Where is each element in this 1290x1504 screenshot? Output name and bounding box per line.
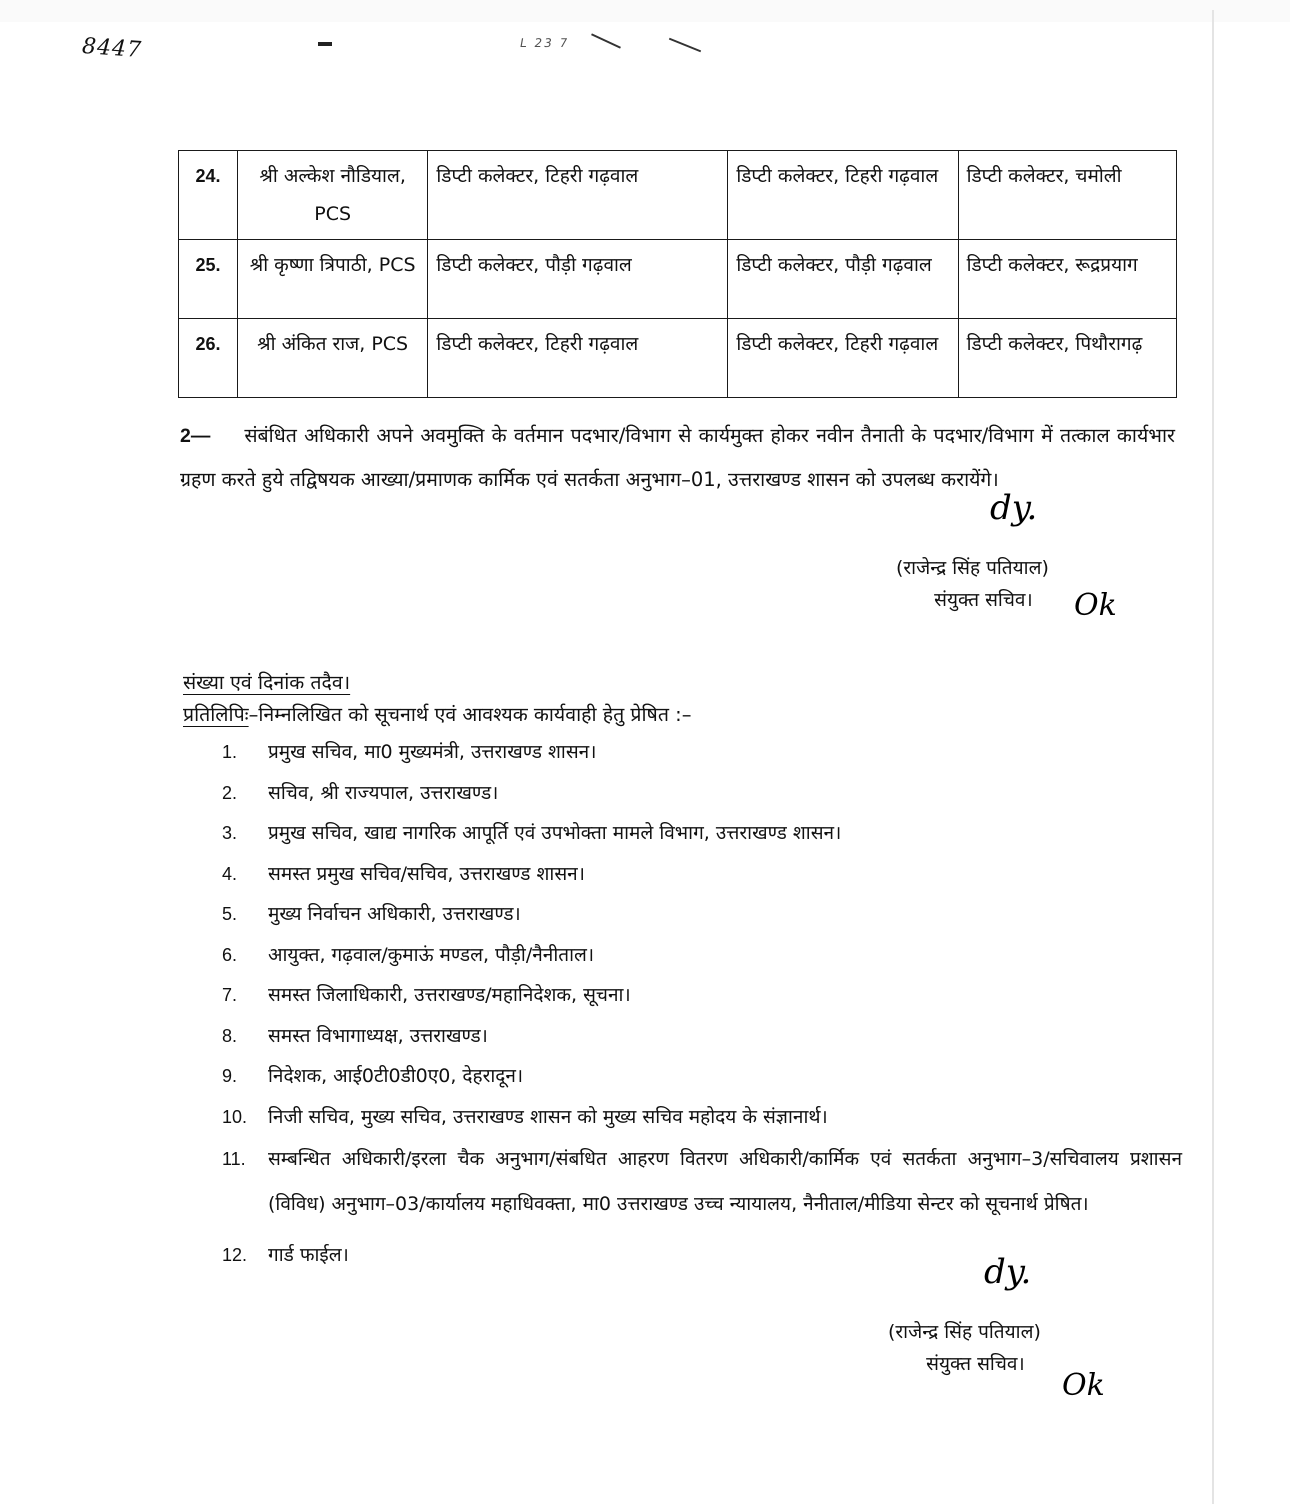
item-number: 8. (222, 1025, 238, 1046)
list-item (222, 1016, 1182, 1057)
signatory-block (896, 552, 1049, 616)
item-text: प्रमुख सचिव, खाद्य नागरिक आपूर्ति एवं उपभोक्ता मामले विभाग, उत्तराखण्ड शासन। (268, 822, 842, 844)
officer-cell: श्री अंकित राज, PCS (237, 319, 427, 398)
list-item (222, 894, 1182, 935)
initials-mark: Ok (1074, 588, 1117, 623)
serial-cell: 26. (179, 319, 238, 398)
item-number: 11. (222, 1149, 246, 1169)
signatory-designation: संयुक्त सचिव। (934, 589, 1033, 611)
copy-to-heading (183, 700, 691, 727)
signatory-name: (राजेन्द्र सिंह पतियाल) (896, 557, 1049, 579)
attachment-cell: डिप्टी कलेक्टर, पौड़ी गढ़वाल (728, 240, 958, 319)
new-post-cell: डिप्टी कलेक्टर, पिथौरागढ़ (958, 319, 1176, 398)
new-post-cell: डिप्टी कलेक्टर, चमोली (958, 151, 1176, 240)
item-number: 6. (222, 944, 238, 965)
table-row (179, 151, 1177, 240)
list-item (222, 1137, 1182, 1227)
signature-mark: dy. (990, 488, 1038, 528)
item-text: गार्ड फाईल। (268, 1244, 349, 1266)
list-item (222, 1235, 1182, 1276)
item-text: समस्त विभागाध्यक्ष, उत्तराखण्ड। (268, 1024, 488, 1047)
list-item (222, 975, 1182, 1016)
signature-mark: dy. (984, 1252, 1032, 1292)
reference-line: संख्या एवं दिनांक तदैव। (183, 671, 351, 694)
faded-stamp: L 23 7 (518, 36, 571, 50)
attachment-cell: डिप्टी कलेक्टर, टिहरी गढ़वाल (728, 151, 958, 240)
list-item (222, 773, 1182, 814)
item-text: सचिव, श्री राज्यपाल, उत्तराखण्ड। (268, 781, 499, 804)
transfer-table (178, 150, 1177, 398)
stamp-stroke (591, 33, 621, 48)
table-row (179, 240, 1177, 319)
signatory-block (888, 1316, 1041, 1380)
paragraph-text: संबंधित अधिकारी अपने अवमुक्ति के वर्तमान पदभार/विभाग से कार्यमुक्त होकर नवीन तैनाती के पदभार/विभाग में तत्काल कार्यभार ग्रहण करते हुये तद्विषयक आख्या/प्रमाणक कार्मिक एवं सतर्कता अनुभाग–01, उत्तराखण्ड शासन को उपलब्ध करायेंगे। (180, 424, 1175, 491)
page-edge (1212, 10, 1214, 1504)
serial-cell: 25. (179, 240, 238, 319)
handwritten-number: 8447 (81, 33, 143, 64)
item-number: 12. (222, 1245, 248, 1265)
item-text: सम्बन्धित अधिकारी/इरला चैक अनुभाग/संबधित आहरण वितरण अधिकारी/कार्मिक एवं सतर्कता अनुभाग–3/सचिवालय प्रशासन (विविध) अनुभाग–03/कार्यालय महाधिवक्ता, मा0 उत्तराखण्ड उच्च न्यायालय, नैनीताल/मीडिया सेन्टर को सूचनार्थ प्रेषित। (268, 1148, 1182, 1215)
copy-to-label: प्रतिलिपिः (183, 703, 249, 726)
item-number: 9. (222, 1066, 238, 1086)
item-text: प्रमुख सचिव, मा0 मुख्यमंत्री, उत्तराखण्ड शासन। (268, 741, 597, 763)
current-post-cell: डिप्टी कलेक्टर, पौड़ी गढ़वाल (428, 240, 728, 319)
item-number: 1. (222, 742, 238, 762)
item-number: 5. (222, 904, 238, 924)
table-row (179, 319, 1177, 398)
item-text: निदेशक, आई0टी0डी0ए0, देहरादून। (268, 1065, 524, 1087)
item-text: समस्त प्रमुख सचिव/सचिव, उत्तराखण्ड शासन। (268, 862, 585, 885)
current-post-cell: डिप्टी कलेक्टर, टिहरी गढ़वाल (428, 319, 728, 398)
list-item (222, 732, 1182, 773)
list-item (222, 1097, 1182, 1138)
item-number: 2. (222, 782, 238, 803)
item-number: 3. (222, 823, 238, 843)
list-item (222, 813, 1182, 854)
item-text: निजी सचिव, मुख्य सचिव, उत्तराखण्ड शासन को मुख्य सचिव महोदय के संज्ञानार्थ। (268, 1105, 828, 1128)
item-text: समस्त जिलाधिकारी, उत्तराखण्ड/महानिदेशक, सूचना। (268, 984, 631, 1006)
officer-cell: श्री अल्केश नौडियाल, PCS (237, 151, 427, 240)
officer-cell: श्री कृष्णा त्रिपाठी, PCS (237, 240, 427, 319)
item-text: मुख्य निर्वाचन अधिकारी, उत्तराखण्ड। (268, 903, 521, 925)
initials-mark: Ok (1062, 1368, 1105, 1403)
stamp-stroke (669, 38, 701, 53)
ink-mark (318, 42, 332, 46)
signatory-designation: संयुक्त सचिव। (926, 1353, 1025, 1375)
signatory-name: (राजेन्द्र सिंह पतियाल) (888, 1321, 1041, 1343)
item-text: आयुक्त, गढ़वाल/कुमाऊं मण्डल, पौड़ी/नैनीताल। (268, 943, 595, 966)
item-number: 7. (222, 985, 238, 1005)
list-item (222, 935, 1182, 976)
copy-to-text: –निम्नलिखित को सूचनार्थ एवं आवश्यक कार्यवाही हेतु प्रेषित :– (248, 703, 692, 726)
scan-top-margin (0, 0, 1290, 22)
current-post-cell: डिप्टी कलेक्टर, टिहरी गढ़वाल (428, 151, 728, 240)
item-number: 10. (222, 1106, 248, 1127)
attachment-cell: डिप्टी कलेक्टर, टिहरी गढ़वाल (728, 319, 958, 398)
new-post-cell: डिप्टी कलेक्टर, रूद्रप्रयाग (958, 240, 1176, 319)
paragraph-number: 2— (180, 425, 211, 447)
list-item (222, 854, 1182, 895)
item-number: 4. (222, 863, 238, 884)
serial-cell: 24. (179, 151, 238, 240)
list-item (222, 1056, 1182, 1097)
copy-to-list (222, 732, 1182, 1276)
